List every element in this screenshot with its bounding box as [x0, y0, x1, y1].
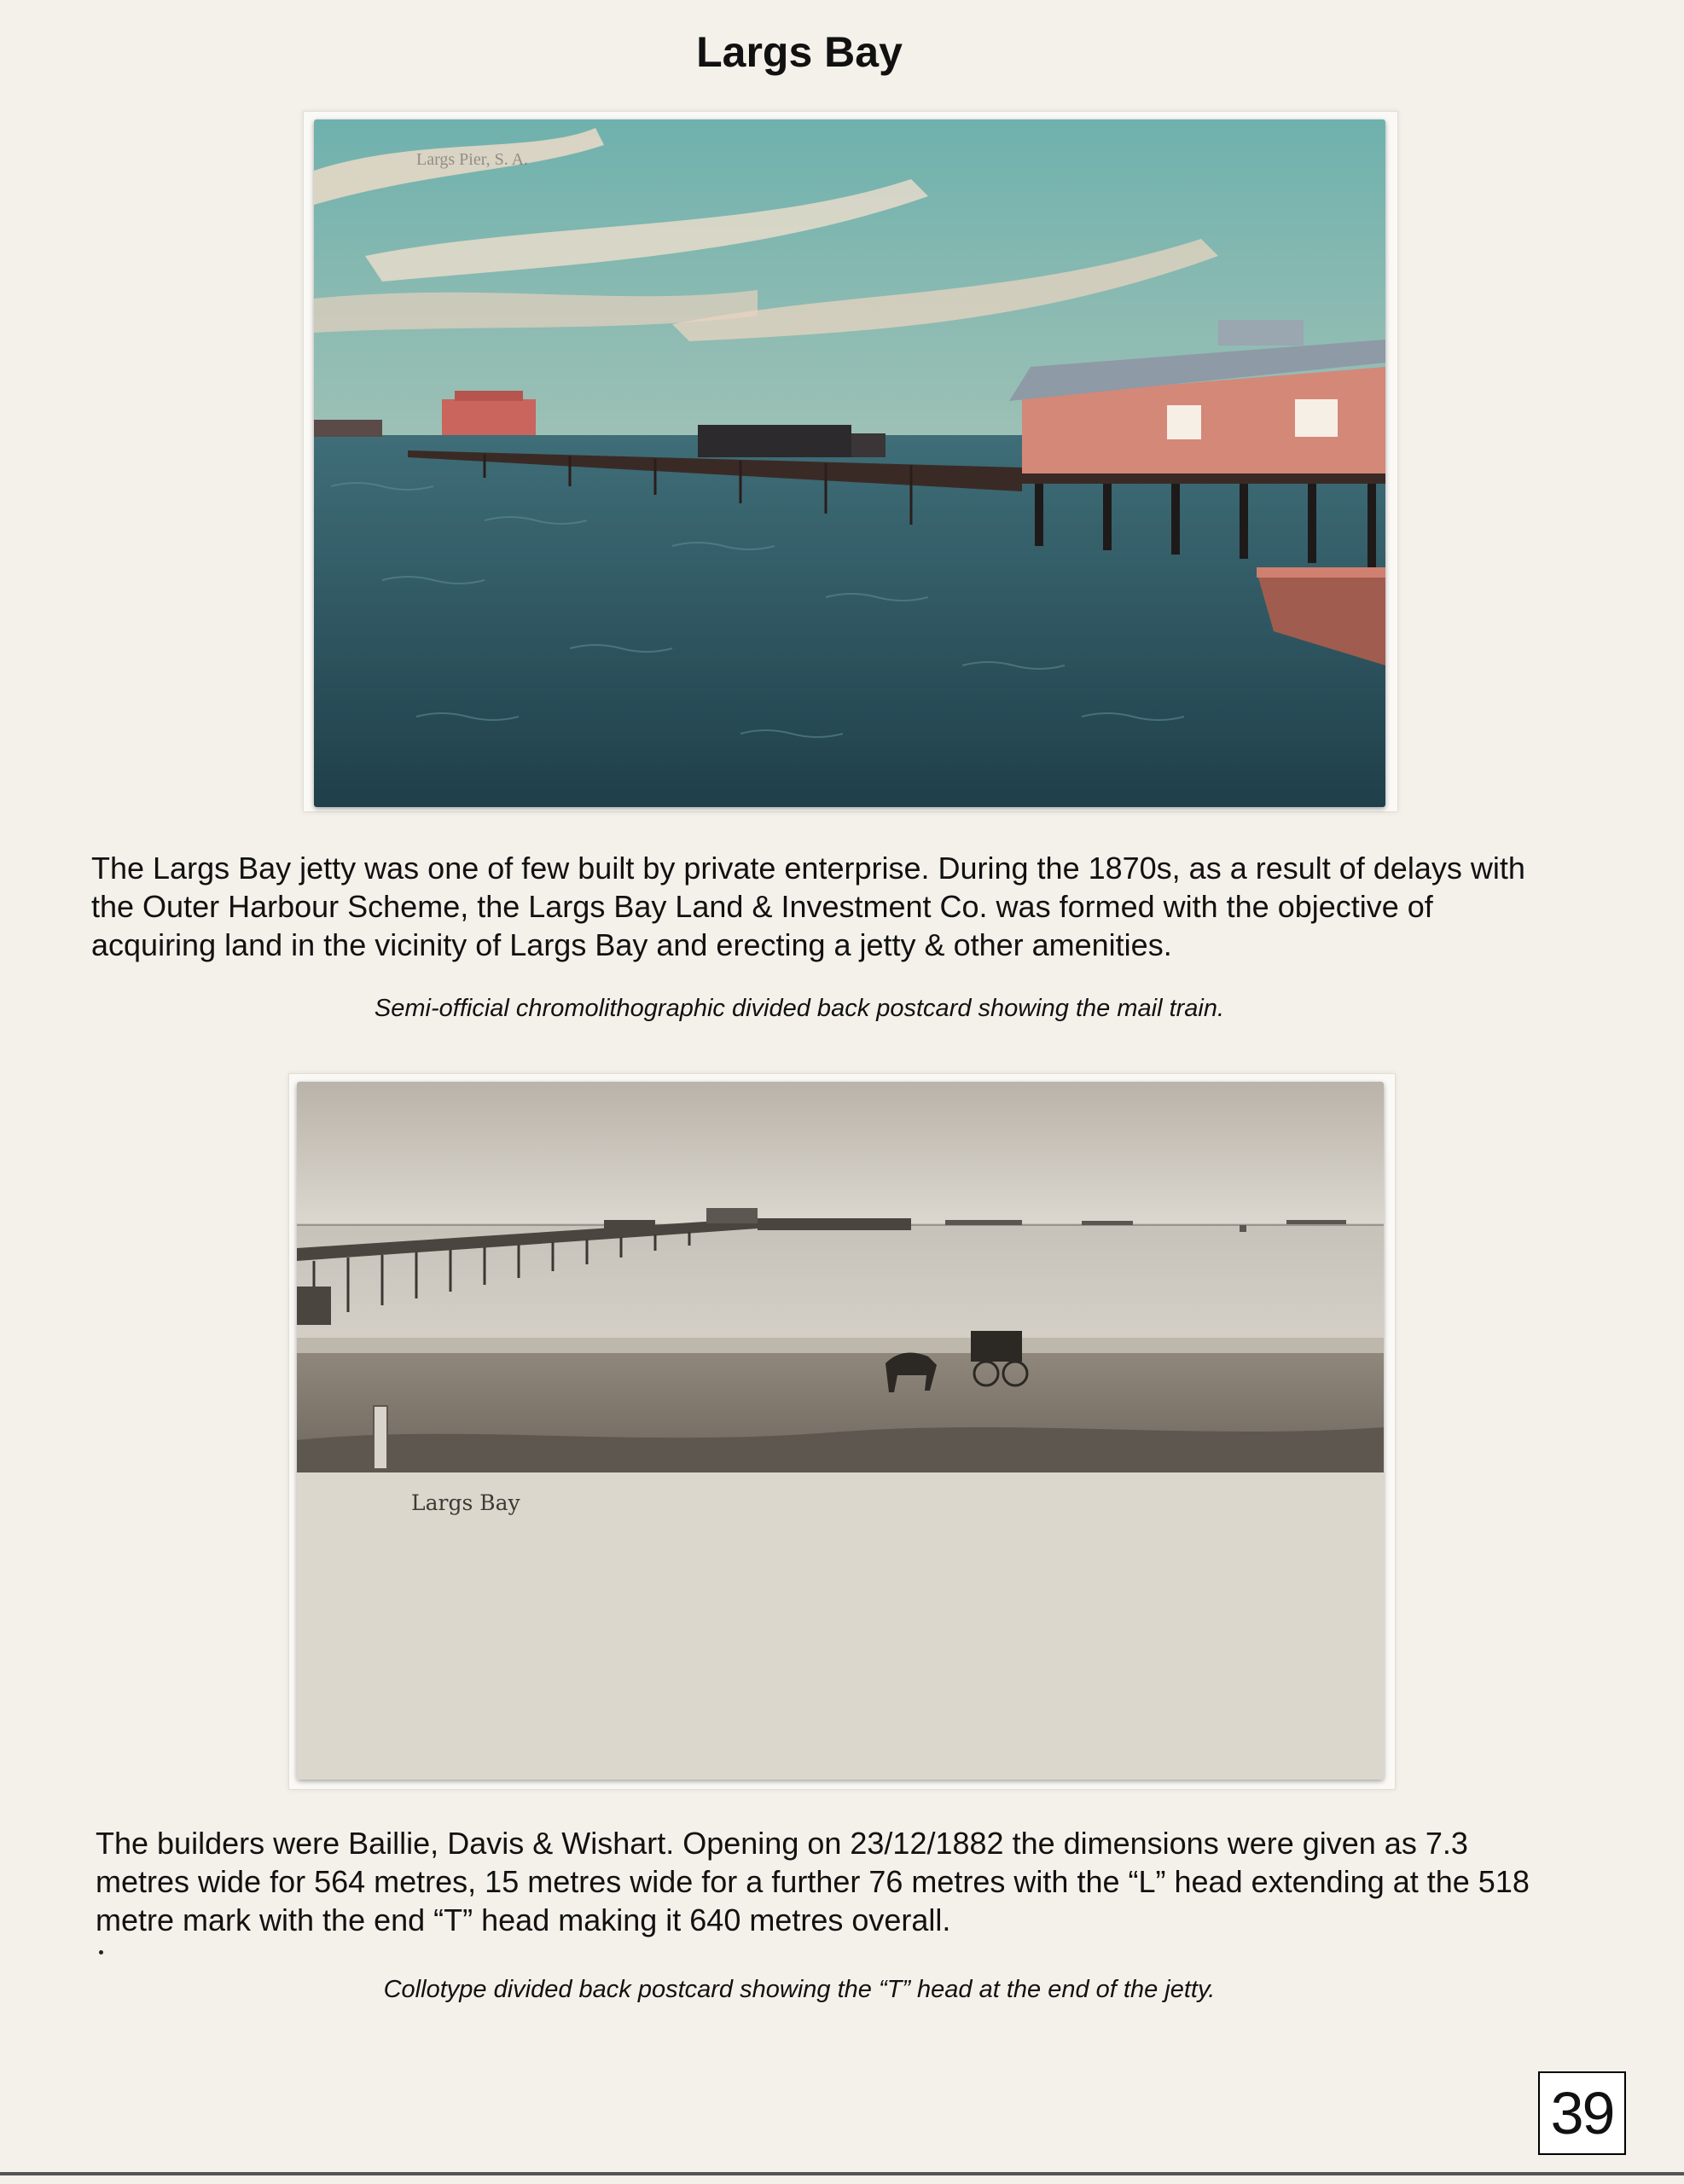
- postcard-image-largs-bay: [297, 1082, 1384, 1780]
- postcard-description-paragraph: The Largs Bay jetty was one of few built by private enterprise. During the 1870s, as a result of delays with the Outer Harbour Scheme, the Largs Bay Land & Investment Co. was formed with the objective of acquiring land in the vicinity of Largs Bay and erecting a jetty & other amenities.: [91, 851, 1525, 962]
- postcard-description-paragraph: The builders were Baillie, Davis & Wishart. Opening on 23/12/1882 the dimensions were given as 7.3 metres wide for 564 metres, 15 metres wide for a further 76 metres with the “L” head extending at the 518 metre mark with the end “T” head making it 640 metres overall.: [96, 1826, 1530, 1937]
- page-number: 39: [1538, 2071, 1626, 2155]
- postcard-printed-caption: Largs Pier, S. A.: [416, 150, 529, 169]
- bottom-rule: [0, 2172, 1684, 2175]
- page-title: Largs Bay: [696, 28, 903, 76]
- postcard-printed-caption: Largs Bay: [411, 1490, 520, 1515]
- postcard-caption: Semi-official chromolithographic divided back postcard showing the mail train.: [374, 995, 1225, 1022]
- stray-dot: [99, 1950, 103, 1955]
- postcard-caption: Collotype divided back postcard showing the “T” head at the end of the jetty.: [383, 1976, 1216, 2003]
- postcard-image-largs-pier: [314, 119, 1385, 807]
